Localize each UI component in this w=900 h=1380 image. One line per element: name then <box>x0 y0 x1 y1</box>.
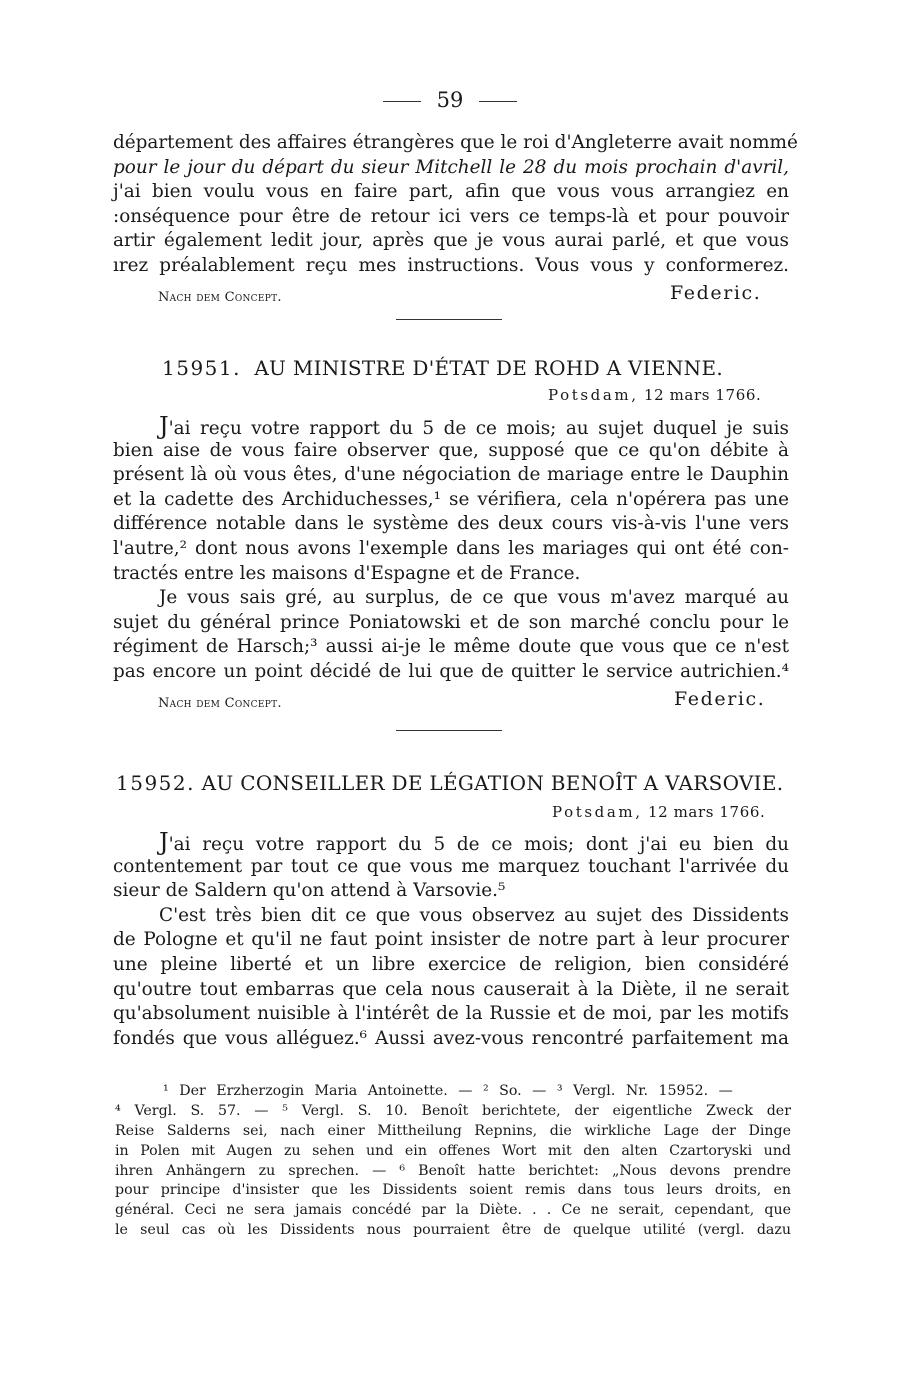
footnote-line: Reise Salderns sei, nach einer Mittheilung Repnins, die wirkliche Lage der Dinge <box>115 1122 791 1139</box>
letter-number: 15951. <box>162 356 241 380</box>
footnote-line: général. Ceci ne sera jamais concédé par la Diète. . . Ce ne serait, cependant, que <box>115 1202 791 1219</box>
letter-body <box>113 830 789 1051</box>
text-line: régiment de Harsch;³ aussi ai-je le même doute que vous que ce n'est <box>113 636 789 658</box>
text-line: présent là où vous êtes, d'une négociation de mariage entre le Dauphin <box>113 464 789 486</box>
drop-initial: J <box>159 412 169 440</box>
text-line: ırez préalablement reçu mes instructions. Vous vous y conformerez. <box>113 254 789 276</box>
footnote-line: ¹ Der Erzherzogin Maria Antoinette. — ² So. — ³ Vergl. Nr. 15952. — <box>163 1083 733 1099</box>
footnote-line: in Polen mit Augen zu sehen und ein offenes Wort mit den alten Czartoryski und <box>115 1142 791 1159</box>
dateline <box>548 386 761 404</box>
continuation-text <box>113 131 798 279</box>
dateline <box>552 803 765 821</box>
text-line: sieur de Saldern qu'on attend à Varsovie.⁵ <box>113 880 506 902</box>
text-line: et la cadette des Archiduchesses,¹ se vérifiera, cela n'opérera pas une <box>113 488 789 510</box>
text-line: qu'outre tout embarras que cela nous causerait à la Diète, il ne serait <box>113 978 789 1000</box>
source-note: Nach dem Concept. <box>158 696 282 711</box>
text-line: pas encore un point décidé de lui que de quitter le service autrichien.⁴ <box>113 660 789 682</box>
letter-title: AU CONSEILLER DE LÉGATION BENOÎT A VARSOVIE. <box>201 771 784 795</box>
signature: Federic. <box>674 688 766 710</box>
text-line: différence notable dans le système des deux cours vis-à-vis l'une vers <box>113 513 789 535</box>
text-line: :onséquence pour être de retour ici vers ce temps-là et pour pouvoir <box>113 205 789 227</box>
footnotes <box>115 1082 791 1241</box>
text-line: qu'absolument nuisible à l'intérêt de la Russie et de moi, par les motifs <box>113 1003 789 1025</box>
text-line: bien aise de vous faire observer que, supposé que ce qu'on débite à <box>113 439 789 461</box>
footnote-line: ⁴ Vergl. S. 57. — ⁵ Vergl. S. 10. Benoît berichtete, der eigentliche Zweck der <box>115 1102 791 1119</box>
place: Potsdam, <box>548 386 639 404</box>
text-line: artir également ledit jour, après que je vous aurai parlé, et que vous <box>113 230 789 252</box>
place: Potsdam, <box>552 803 643 821</box>
text-line: fondés que vous alléguez.⁶ Aussi avez-vous rencontré parfaitement ma <box>113 1027 789 1049</box>
text-line: sujet du général prince Poniatowski et de son marché conclu pour le <box>113 611 789 633</box>
date: 12 mars 1766. <box>647 803 766 821</box>
source-note: Nach dem Concept. <box>158 290 282 305</box>
text-line: pour le jour du départ du sieur Mitchell le 28 du mois prochain d'avril, <box>113 156 789 178</box>
signature: Federic. <box>670 282 762 304</box>
text-line: une pleine liberté et un libre exercice de religion, bien considéré <box>113 953 789 975</box>
text-line: j'ai bien voulu vous en faire part, afin que vous vous arrangiez en <box>113 181 789 203</box>
footnote-line: ihren Anhängern zu sprechen. — ⁶ Benoît hatte berichtet: „Nous devons prendre <box>115 1162 791 1179</box>
text-line: l'autre,² dont nous avons l'exemple dans les mariages qui ont été con- <box>113 537 789 559</box>
text-line: département des affaires étrangères que le roi d'Angleterre avait nommé <box>113 132 798 153</box>
letter-body <box>113 414 789 685</box>
footnote-line: le seul cas où les Dissidents nous pourraient être de quelque utilité (vergl. dazu <box>115 1222 791 1239</box>
letter-number: 15952. <box>116 771 195 795</box>
text-line: J'ai reçu votre rapport du 5 de ce mois; au sujet duquel je suis <box>159 412 789 440</box>
date: 12 mars 1766. <box>643 386 762 404</box>
letter-title: AU MINISTRE D'ÉTAT DE ROHD A VIENNE. <box>254 356 724 380</box>
section-rule <box>396 730 502 731</box>
text-line: Je vous sais gré, au surplus, de ce que vous m'avez marqué au <box>159 587 789 609</box>
footnote-line: pour principe d'insister que les Dissidents soient remis dans tous leurs droits, en <box>115 1182 791 1199</box>
section-rule <box>396 319 502 320</box>
text-line: tractés entre les maisons d'Espagne et de France. <box>113 562 581 584</box>
page-header <box>0 88 900 112</box>
header-dash-left <box>383 101 421 102</box>
letter-heading <box>116 771 783 795</box>
text-line: C'est très bien dit ce que vous observez au sujet des Dissidents <box>159 904 789 926</box>
text-line: contentement par tout ce que vous me marquez touchant l'arrivée du <box>113 855 789 877</box>
text-line: J'ai reçu votre rapport du 5 de ce mois; dont j'ai eu bien du <box>159 828 789 856</box>
letter-heading <box>162 356 723 380</box>
text-line: de Pologne et qu'il ne faut point insister de notre part à leur procurer <box>113 929 789 951</box>
page-number: 59 <box>436 88 464 112</box>
header-dash-right <box>479 101 517 102</box>
drop-initial: J <box>159 828 169 856</box>
